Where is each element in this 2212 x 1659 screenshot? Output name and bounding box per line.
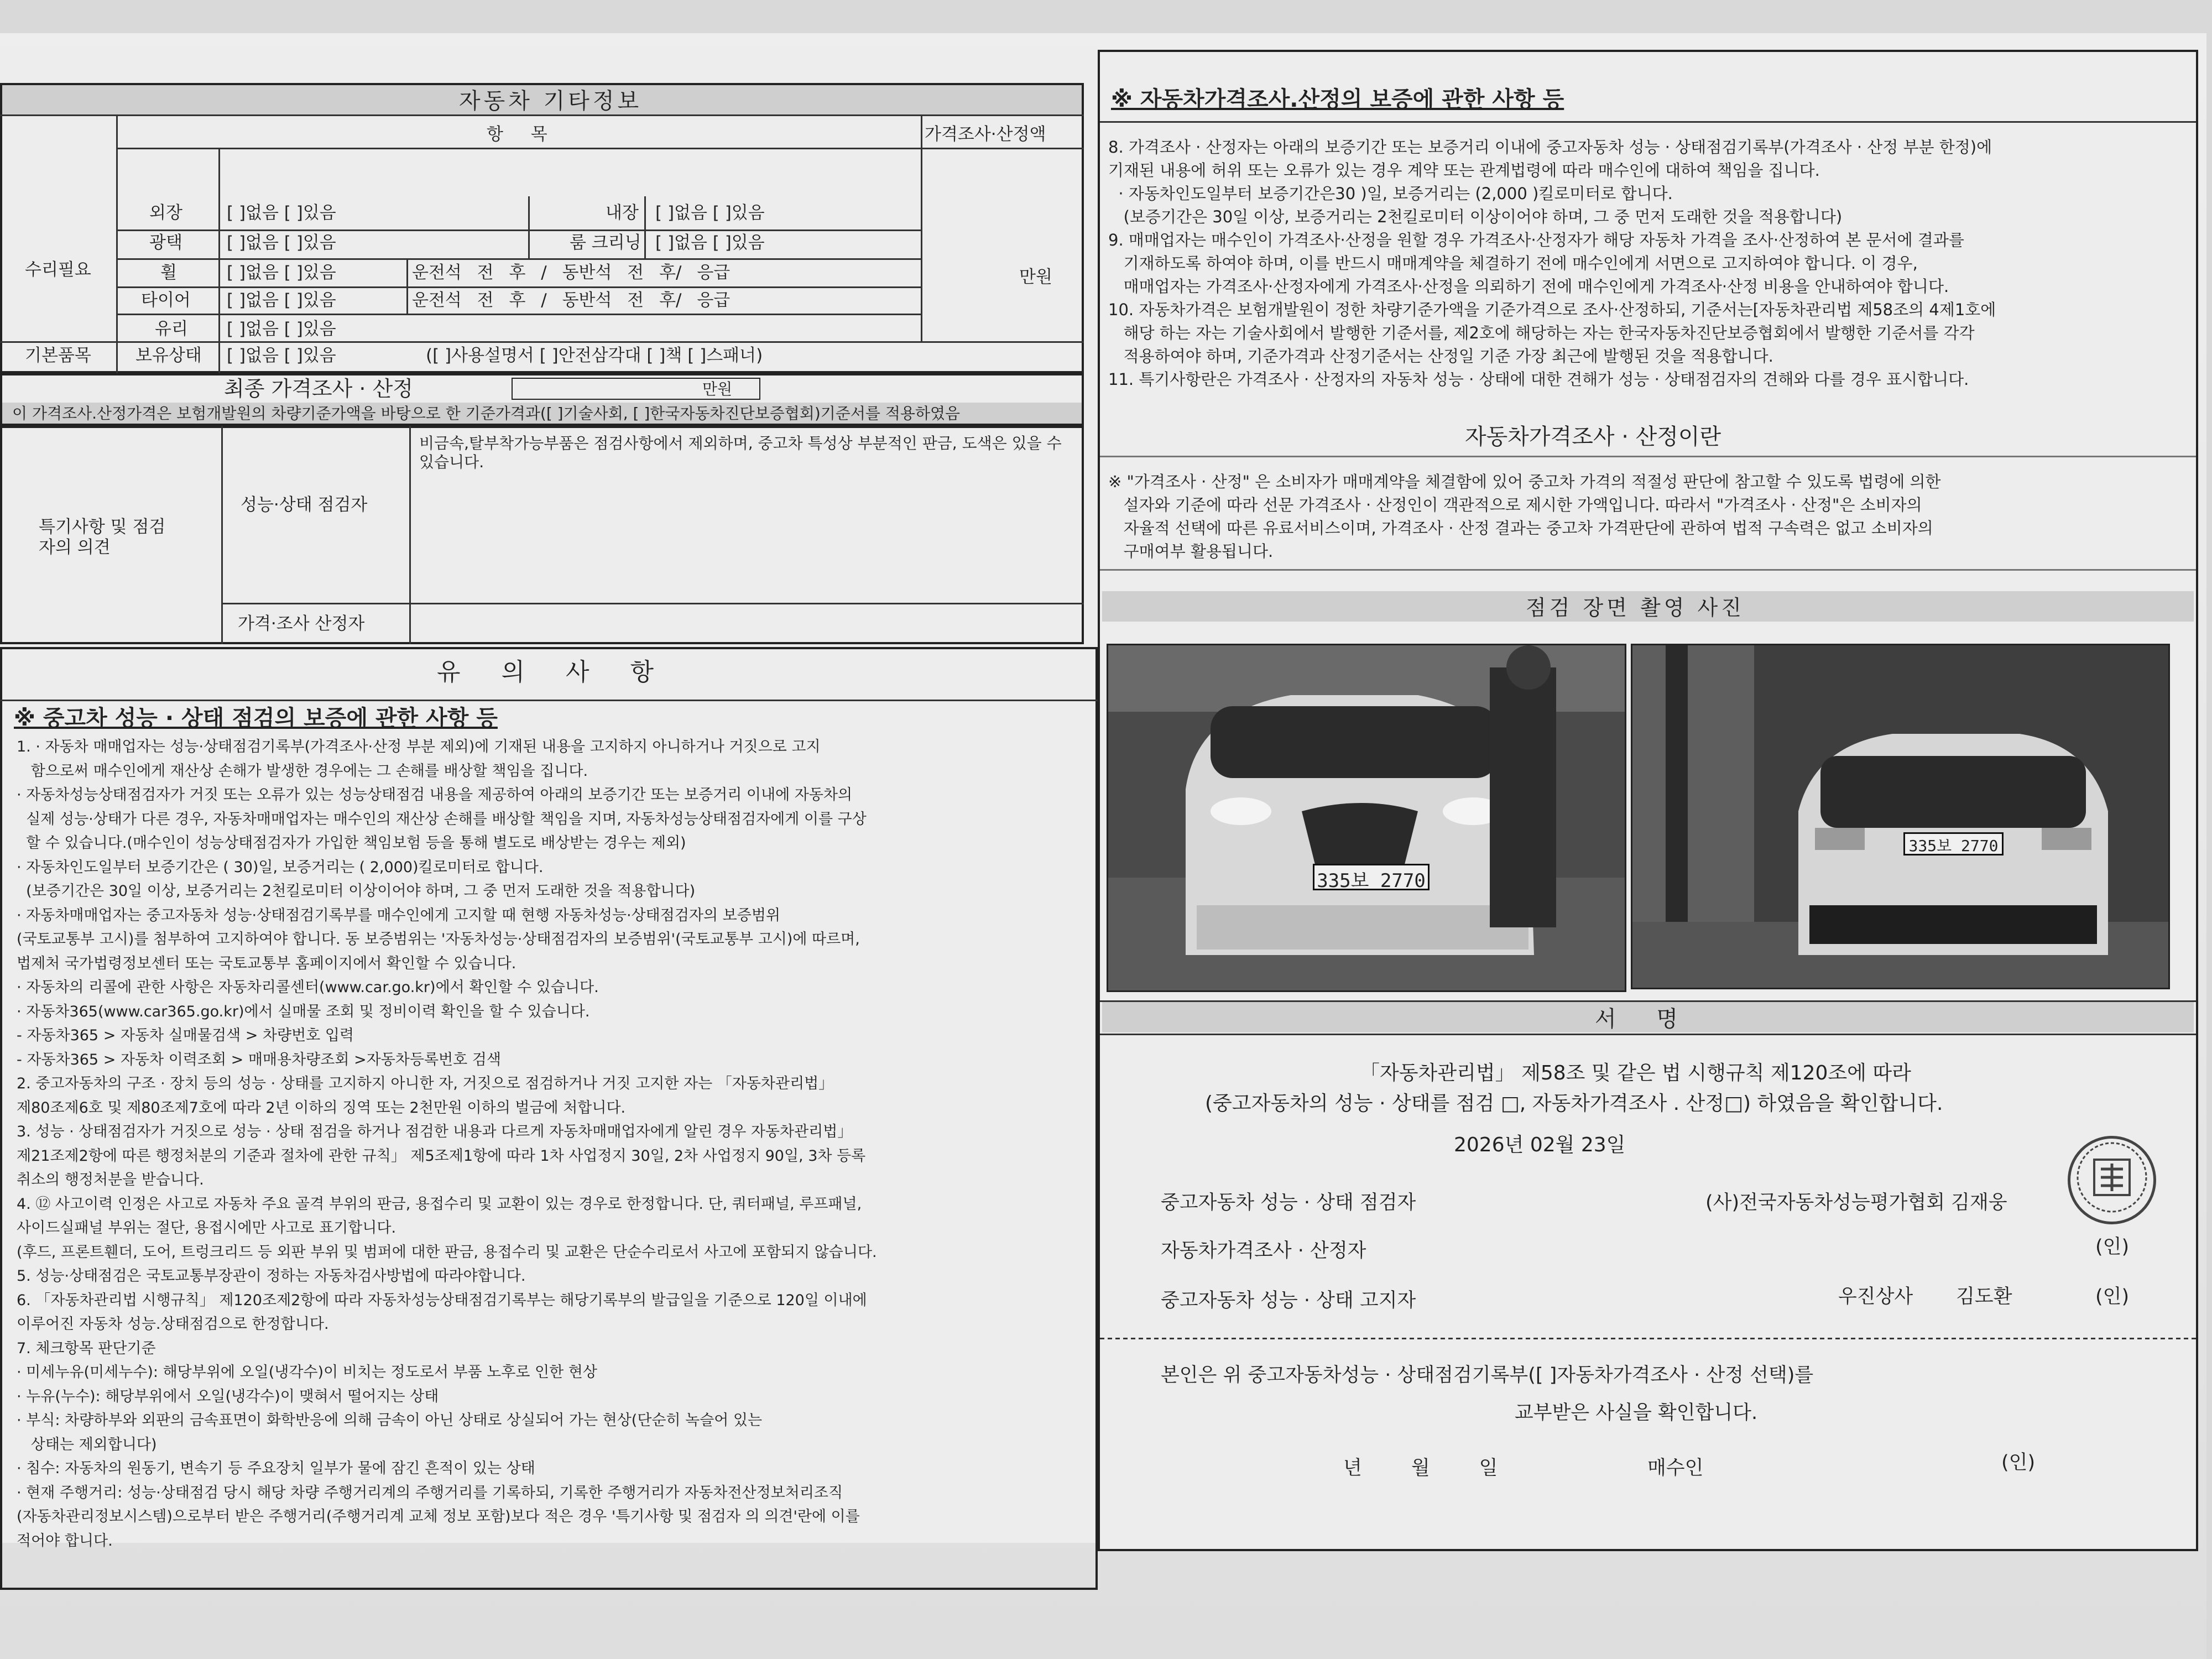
right-column bbox=[1098, 50, 2198, 1551]
text-line: 10. 자동차가격은 보험개발원이 정한 차량기준가액을 기준가격으로 조사·산정하되, 기준서는[자동차관리법 제58조의 4제1호에 bbox=[1108, 300, 1996, 319]
text-line: 매매업자는 가격조사·산정자에게 가격조사·산정을 의뢰하기 전에 매수인에게 가격조사·산정 비용을 안내하여야 합니다. bbox=[1108, 277, 1949, 296]
unit-label: 만원 bbox=[1019, 267, 1052, 287]
text-line: · 자동차매매업자는 중고자동차 성능·상태점검기록부를 매수인에게 고지할 때 현행 자동차성능·상태점검자의 보증범위 bbox=[17, 906, 781, 924]
signature-date: 2026년 02월 23일 bbox=[1454, 1134, 1626, 1156]
final-price-unit: 만원 bbox=[702, 380, 733, 398]
text-line: 제80조제6호 및 제80조제7호에 따라 2년 이하의 징역 또는 2천만원 이하의 벌금에 처합니다. bbox=[17, 1099, 626, 1117]
text-line: · 자동차365(www.car365.go.kr)에서 실매물 조회 및 정비이력 확인을 할 수 있습니다. bbox=[17, 1003, 590, 1020]
text-line: · 침수: 자동차의 원동기, 변속기 등 주요장치 일부가 물에 잠긴 흔적이 있는 상태 bbox=[17, 1460, 535, 1477]
rear-car-illustration bbox=[1632, 645, 2170, 989]
text-line: 2. 중고자동차의 구조 · 장치 등의 성능 · 상태를 고지하지 아니한 자, 거짓으로 점검하거나 거짓 고지한 자는 「자동차관리법」 bbox=[17, 1075, 834, 1092]
notifier-seal: (인) bbox=[2095, 1286, 2130, 1308]
definition-title: 자동차가격조사 · 산정이란 bbox=[1465, 424, 1721, 450]
text-line: 3. 성능 · 상태점검자가 거짓으로 성능 · 상태 점검을 하거나 점검한 내용과 다르게 자동차매매업자에게 알린 경우 자동차관리법」 bbox=[17, 1123, 853, 1140]
text-line: · 누유(누수): 해당부위에서 오일(냉각수)이 맺혀서 떨어지는 상태 bbox=[17, 1387, 439, 1405]
appraiser-label: 가격·조사 산정자 bbox=[238, 614, 365, 634]
notifier-sign-label: 중고자동차 성능 · 상태 고지자 bbox=[1161, 1290, 1416, 1312]
row-room-cleaning-label: 룸 크리닝 bbox=[570, 233, 641, 253]
price-header: 가격조사·산정액 bbox=[925, 124, 1046, 144]
front-license-plate: 335보 2770 bbox=[1313, 864, 1430, 890]
text-line: · 미세누유(미세누수): 해당부위에 오일(냉각수)이 비치는 정도로서 부품 노후로 인한 현상 bbox=[17, 1364, 597, 1381]
row-wheel-options: [ ]없음 [ ]있음 bbox=[227, 263, 336, 283]
text-line: 4. ⑫ 사고이력 인정은 사고로 자동차 주요 골격 부위의 판금, 용접수리 및 교환이 있는 경우로 한정합니다. 단, 쿼터패널, 루프패널, bbox=[17, 1195, 862, 1213]
row-tire-label: 타이어 bbox=[141, 290, 191, 310]
text-line: 제21조제2항에 따른 행정처분의 기준과 절차에 관한 규칙」 제5조제1항에 따라 1차 사업정지 30일, 2차 사업정지 90일, 3차 등록 bbox=[17, 1147, 866, 1165]
row-wheel-detail: 운전석 전 후 / 동반석 전 후/ 응급 bbox=[412, 263, 731, 283]
text-line: 사이드실패널 부위는 절단, 용접시에만 사고로 표기합니다. bbox=[17, 1219, 397, 1237]
row-exterior-label: 외장 bbox=[149, 203, 182, 223]
basic-options: [ ]없음 [ ]있음 bbox=[227, 346, 336, 366]
buyer-label: 매수인 bbox=[1647, 1457, 1704, 1479]
text-line: 할 수 있습니다.(매수인이 성능상태점검자가 가입한 책임보험 등을 통해 별도로 배상받는 경우는 제외) bbox=[17, 834, 686, 852]
text-line: 1. · 자동차 매매업자는 성능·상태점검기록부(가격조사·산정 부분 제외)에 기재된 내용을 고지하지 아니하거나 거짓으로 고지 bbox=[17, 738, 821, 755]
row-glass-label: 유리 bbox=[155, 319, 188, 339]
text-line: 적용하여야 하며, 기준가격과 산정기준서는 산정일 기준 가장 최근에 발행된 것을 적용합니다. bbox=[1108, 347, 1773, 366]
text-line: 8. 가격조사 · 산정자는 아래의 보증기간 또는 보증거리 이내에 중고자동차 성능 · 상태점검기록부(가격조사 · 산정 부분 한정)에 bbox=[1108, 138, 1992, 156]
text-line: (보증기간은 30일 이상, 보증거리는 2천킬로미터 이상이어야 하며, 그 중 먼저 도래한 것을 적용합니다) bbox=[1108, 207, 1843, 226]
row-tire-options: [ ]없음 [ ]있음 bbox=[227, 290, 336, 310]
buyer-date-fields[interactable]: 년 월 일 bbox=[1343, 1457, 1498, 1479]
notifier-sign-name: 우진상사 김도환 bbox=[1838, 1286, 2012, 1308]
row-room-cleaning-options: [ ]없음 [ ]있음 bbox=[655, 233, 765, 253]
text-line: 이루어진 자동차 성능.상태점검으로 한정합니다. bbox=[17, 1316, 329, 1333]
appraiser-seal: (인) bbox=[2095, 1236, 2130, 1258]
text-line: 구매여부 활용됩니다. bbox=[1108, 542, 1274, 561]
inspector-note: 비금속,탈부착가능부품은 점검사항에서 제외하며, 중고차 특성상 부분적인 판금, 도색은 있을 수 있습니다. bbox=[419, 434, 1062, 471]
signature-confirm-line: (중고자동차의 성능 · 상태를 점검 □, 자동차가격조사 . 산정□) 하였음을 확인합니다. bbox=[1205, 1092, 1943, 1115]
text-line: · 자동차성능상태점검자가 거짓 또는 오류가 있는 성능상태점검 내용을 제공하여 아래의 보증기간 또는 보증거리 이내에 자동차의 bbox=[17, 786, 853, 804]
text-line: 11. 특기사항란은 가격조사 · 산정자의 자동차 성능 · 상태에 대한 견해가 성능 · 상태점검자의 견해와 다를 경우 표시합니다. bbox=[1108, 370, 1969, 389]
final-price-note: 이 가격조사.산정가격은 보험개발원의 차량기준가액을 바탕으로 한 기준가격과([ ]기술사회, [ ]한국자동차진단보증협회)기준서를 적용하였음 bbox=[12, 404, 961, 422]
text-line: 함으로써 매수인에게 재산상 손해가 발생한 경우에는 그 손해를 배상할 책임을 집니다. bbox=[17, 762, 588, 780]
item-header: 항 목 bbox=[487, 124, 559, 144]
text-line: 취소의 행정처분을 받습니다. bbox=[17, 1171, 204, 1188]
text-line: · 자동차의 리콜에 관한 사항은 자동차리콜센터(www.car.go.kr)에서 확인할 수 있습니다. bbox=[17, 979, 599, 996]
text-line: 자율적 선택에 따른 유료서비스이며, 가격조사 · 산정 결과는 중고차 가격판단에 관하여 법적 구속력은 없고 소비자의 bbox=[1108, 519, 1933, 538]
row-interior-options: [ ]없음 [ ]있음 bbox=[655, 203, 765, 223]
rear-license-plate: 335보 2770 bbox=[1903, 832, 2004, 855]
inspector-label: 성능·상태 점검자 bbox=[241, 495, 368, 515]
row-polish-label: 광택 bbox=[149, 233, 182, 253]
other-info-title: 자동차 기타정보 bbox=[459, 88, 643, 114]
text-line: 상태는 제외합니다) bbox=[17, 1436, 157, 1453]
row-glass-options: [ ]없음 [ ]있음 bbox=[227, 319, 336, 339]
basic-status-label: 보유상태 bbox=[135, 346, 202, 366]
text-line: - 자동차365 > 자동차 실매물검색 > 차량번호 입력 bbox=[17, 1027, 354, 1044]
row-polish-options: [ ]없음 [ ]있음 bbox=[227, 233, 336, 253]
text-line: 5. 성능·상태점검은 국토교통부장관이 정하는 자동차검사방법에 따라야합니다. bbox=[17, 1267, 526, 1285]
inspector-sign-label: 중고자동차 성능 · 상태 점검자 bbox=[1161, 1192, 1416, 1214]
photo-section-title: 점검 장면 촬영 사진 bbox=[1526, 596, 1745, 620]
precautions-subtitle: ※ 중고차 성능 · 상태 점검의 보증에 관한 사항 등 bbox=[14, 706, 498, 731]
text-line: 기재된 내용에 허위 또는 오류가 있는 경우 계약 또는 관계법령에 따라 매수인에 대하여 책임을 집니다. bbox=[1108, 161, 1820, 180]
appraiser-sign-label: 자동차가격조사 · 산정자 bbox=[1161, 1240, 1366, 1262]
repair-needed-label: 수리필요 bbox=[25, 260, 91, 280]
text-line: 기재하도록 하여야 하며, 이를 반드시 매매계약을 체결하기 전에 매수인에게 서면으로 고지하여야 합니다. 이 경우, bbox=[1108, 254, 1918, 273]
text-line: · 현재 주행거리: 성능·상태점검 당시 해당 차량 주행거리계의 주행거리를 기록하되, 기록한 주행거리가 자동차전산정보처리조직 bbox=[17, 1484, 843, 1501]
row-interior-label: 내장 bbox=[606, 203, 639, 223]
text-line: · 자동차인도일부터 보증기간은 ( 30)일, 보증거리는 ( 2,000)킬로미터로 합니다. bbox=[17, 858, 544, 876]
text-line: 7. 체크항목 판단기준 bbox=[17, 1339, 156, 1357]
front-car-illustration bbox=[1108, 645, 1626, 992]
final-price-title: 최종 가격조사 · 산정 bbox=[224, 377, 413, 401]
special-notes-label: 특기사항 및 점검자의 의견 bbox=[39, 517, 166, 558]
price-warranty-title: ※ 자동차가격조사.산정의 보증에 관한 사항 등 bbox=[1111, 87, 1564, 112]
official-seal-stamp bbox=[2068, 1136, 2156, 1224]
text-line: 6. 「자동차관리법 시행규칙」 제120조제2항에 따라 자동차성능상태점검기록부는 해당기록부의 발급일을 기준으로 120일 이내에 bbox=[17, 1291, 867, 1309]
row-tire-detail: 운전석 전 후 / 동반석 전 후/ 응급 bbox=[412, 290, 731, 310]
buyer-confirm-line: 본인은 위 중고자동차성능 · 상태점검기록부([ ]자동차가격조사 · 산정 선택)를 bbox=[1161, 1364, 1814, 1386]
text-line: · 자동차인도일부터 보증기간은30 )일, 보증거리는 (2,000 )킬로미터로 합니다. bbox=[1108, 184, 1673, 203]
text-line: (후드, 프론트휀더, 도어, 트렁크리드 등 외판 부위 및 범퍼에 대한 판금, 용접수리 및 교환은 단순수리로서 사고에 포함되지 않습니다. bbox=[17, 1243, 877, 1261]
buyer-seal: (인) bbox=[2001, 1452, 2036, 1474]
basic-items-list: ([ ]사용설명서 [ ]안전삼각대 [ ]책 [ ]스패너) bbox=[426, 346, 763, 366]
text-line: (국토교통부 고시)를 첨부하여 고지하여야 합니다. 동 보증범위는 '자동차성능·상태점검자의 보증범위'(국토교통부 고시)에 따르며, bbox=[17, 931, 860, 948]
text-line: 실제 성능·상태가 다른 경우, 자동차매매업자는 매수인의 재산상 손해를 배상할 책임을 지며, 자동차성능상태점검자에게 이를 구상 bbox=[17, 810, 867, 828]
text-line: ※ "가격조사 · 산정" 은 소비자가 매매계약을 체결함에 있어 중고차 가격의 적절성 판단에 참고할 수 있도록 법령에 의한 bbox=[1108, 472, 1941, 491]
text-line: 법제처 국가법령정보센터 또는 국토교통부 홈페이지에서 확인할 수 있습니다. bbox=[17, 954, 517, 972]
signature-title: 서 명 bbox=[1595, 1006, 1694, 1032]
inspector-sign-name: (사)전국자동차성능평가협회 김재웅 bbox=[1705, 1192, 2007, 1214]
basic-items-label: 기본품목 bbox=[25, 346, 91, 366]
left-column bbox=[0, 47, 1100, 1550]
text-line: (보증기간은 30일 이상, 보증거리는 2천킬로미터 이상이어야 하며, 그 중 먼저 도래한 것을 적용합니다) bbox=[17, 883, 696, 900]
text-line: (자동차관리정보시스템)으로부터 받은 주행거리(주행거리계 교체 정보 포함)보다 적은 경우 '특기사항 및 점검자 의 의견'란에 이를 bbox=[17, 1508, 860, 1525]
text-line: 적어야 합니다. bbox=[17, 1532, 113, 1550]
text-line: · 부식: 차량하부와 외판의 금속표면이 화학반응에 의해 금속이 아닌 상태로 상실되어 가는 현상(단순히 녹슬어 있는 bbox=[17, 1412, 763, 1429]
buyer-confirm-line-2: 교부받은 사실을 확인합니다. bbox=[1515, 1402, 1758, 1424]
text-line: 9. 매매업자는 매수인이 가격조사·산정을 원할 경우 가격조사·산정자가 해당 자동차 가격을 조사·산정하여 본 문서에 결과를 bbox=[1108, 231, 1964, 249]
precautions-title: 유 의 사 항 bbox=[437, 658, 670, 686]
rear-inspection-photo bbox=[1631, 644, 2170, 989]
front-inspection-photo bbox=[1107, 644, 1626, 992]
row-exterior-options: [ ]없음 [ ]있음 bbox=[227, 203, 336, 223]
row-wheel-label: 휠 bbox=[160, 263, 177, 283]
text-line: 해당 하는 자는 기술사회에서 발행한 기준서를, 제2호에 해당하는 자는 한국자동차진단보증협회에서 발행한 기준서를 각각 bbox=[1108, 324, 1975, 342]
text-line: - 자동차365 > 자동차 이력조회 > 매매용차량조회 >자동차등록번호 검색 bbox=[17, 1051, 501, 1068]
signature-law-line: 「자동차관리법」 제58조 및 같은 법 시행규칙 제120조에 따라 bbox=[1360, 1062, 1911, 1084]
text-line: 설자와 기준에 따라 선문 가격조사 · 산정인이 객관적으로 제시한 가액입니다. 따라서 "가격조사 · 산정"은 소비자의 bbox=[1108, 495, 1922, 514]
